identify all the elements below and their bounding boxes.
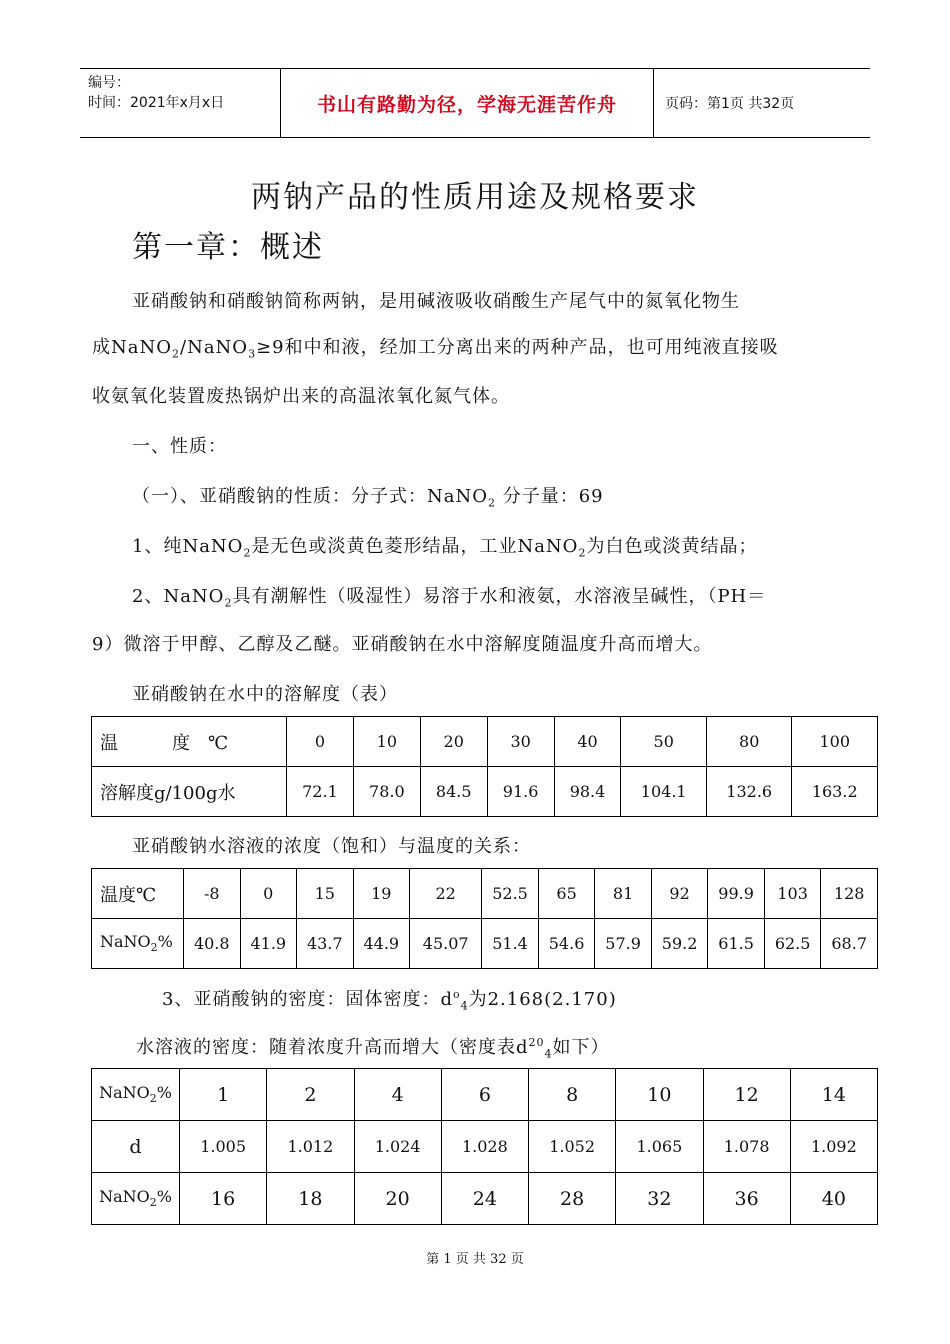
- table-cell: 92: [651, 869, 708, 919]
- item-3: 3、亚硝酸钠的密度：固体密度：$d^o_4$为2.168(2.170): [162, 988, 617, 1013]
- table-cell: 20: [354, 1173, 441, 1225]
- table1-caption: 亚硝酸钠在水中的溶解度（表）: [132, 684, 398, 705]
- section-heading: 一、性质：: [132, 436, 227, 457]
- table-row: [92, 919, 878, 969]
- table-cell: 12: [703, 1069, 790, 1121]
- table-cell: 6: [441, 1069, 528, 1121]
- table-cell: 54.6: [538, 919, 595, 969]
- table-row: [92, 767, 878, 817]
- table-cell: 0: [287, 717, 354, 767]
- table-cell: 20: [420, 717, 487, 767]
- chapter-heading: 第一章：概述: [132, 230, 324, 265]
- table-cell: 62.5: [764, 919, 821, 969]
- table-cell: 28: [529, 1173, 616, 1225]
- item-2: 2、NaNO$_2$具有潮解性（吸湿性）易溶于水和液氨，水溶液呈碱性，（PH＝: [132, 586, 767, 610]
- table-cell: 1.028: [441, 1121, 528, 1173]
- table-cell: 24: [441, 1173, 528, 1225]
- table-cell: 1.078: [703, 1121, 790, 1173]
- code-label: 编号：: [88, 75, 130, 91]
- table-cell: 10: [353, 717, 420, 767]
- table-cell: 65: [538, 869, 595, 919]
- table-cell: 18: [267, 1173, 354, 1225]
- header-meta: [88, 73, 224, 113]
- table-cell: 45.07: [410, 919, 482, 969]
- table-cell: 72.1: [287, 767, 354, 817]
- intro-line-2: 成NaNO$_2$/NaNO$_3$≥9和中和液，经加工分离出来的两种产品，也可用纯液直接吸: [92, 337, 779, 361]
- table-cell: 32: [616, 1173, 703, 1225]
- table-cell: 81: [595, 869, 652, 919]
- table-cell: 36: [703, 1173, 790, 1225]
- row-header-nano2: NaNO$_2$%: [92, 1173, 180, 1225]
- table-cell: 4: [354, 1069, 441, 1121]
- table-cell: 41.9: [240, 919, 297, 969]
- table-cell: 50: [621, 717, 707, 767]
- intro-line-3: 收氨氧化装置废热锅炉出来的高温浓氧化氮气体。: [92, 386, 510, 407]
- concentration-table: [91, 868, 878, 969]
- table-cell: 22: [410, 869, 482, 919]
- density-table: [91, 1068, 878, 1225]
- table-cell: 1.052: [529, 1121, 616, 1173]
- table-cell: 91.6: [487, 767, 554, 817]
- table-cell: 103: [764, 869, 821, 919]
- table-cell: 2: [267, 1069, 354, 1121]
- table-cell: 1.065: [616, 1121, 703, 1173]
- table-cell: 128: [821, 869, 878, 919]
- page-label: 页码：第1页 共32页: [665, 96, 795, 112]
- table2-caption: 亚硝酸钠水溶液的浓度（饱和）与温度的关系：: [132, 836, 531, 857]
- table-cell: 43.7: [297, 919, 354, 969]
- table-cell: 98.4: [554, 767, 621, 817]
- table-cell: 8: [529, 1069, 616, 1121]
- table-cell: 40: [790, 1173, 877, 1225]
- intro-line-1: 亚硝酸钠和硝酸钠简称两钠，是用碱液吸收硝酸生产尾气中的氮氧化物生: [132, 291, 740, 312]
- table-row: [92, 1121, 878, 1173]
- table-cell: 15: [297, 869, 354, 919]
- table-cell: -8: [184, 869, 241, 919]
- table-cell: 1.012: [267, 1121, 354, 1173]
- table-cell: 84.5: [420, 767, 487, 817]
- table-cell: 40.8: [184, 919, 241, 969]
- row-header-nano2: NaNO$_2$%: [92, 1069, 180, 1121]
- table-cell: 104.1: [621, 767, 707, 817]
- table-cell: 1.005: [180, 1121, 267, 1173]
- table-cell: 78.0: [353, 767, 420, 817]
- page-footer: 第 1 页 共 32 页: [426, 1252, 524, 1267]
- table-cell: 0: [240, 869, 297, 919]
- table-cell: 68.7: [821, 919, 878, 969]
- table-cell: 80: [706, 717, 792, 767]
- table-cell: 57.9: [595, 919, 652, 969]
- item-2-line-2: 9）微溶于甲醇、乙醇及乙醚。亚硝酸钠在水中溶解度随温度升高而增大。: [92, 634, 713, 655]
- table-cell: 30: [487, 717, 554, 767]
- row-header-nano2: NaNO$_2$%: [92, 919, 184, 969]
- item-1: 1、纯NaNO$_2$是无色或淡黄色菱形结晶，工业NaNO$_2$为白色或淡黄结晶；: [132, 536, 758, 560]
- table-row: [92, 1069, 878, 1121]
- time-label: 时间：2021年x月x日: [88, 95, 225, 111]
- table-cell: 1: [180, 1069, 267, 1121]
- table-cell: 51.4: [482, 919, 539, 969]
- table-cell: 100: [792, 717, 878, 767]
- page-header: [80, 68, 870, 138]
- table-cell: 19: [353, 869, 410, 919]
- density-caption: 水溶液的密度：随着浓度升高而增大（密度表$d^{20}_4$如下）: [136, 1036, 610, 1061]
- row-header-solubility: 溶解度g/100g水: [92, 767, 287, 817]
- sub-heading: （一）、亚硝酸钠的性质：分子式：NaNO$_2$ 分子量：69: [132, 486, 604, 510]
- table-cell: 14: [790, 1069, 877, 1121]
- row-header-temp: 温 度 ℃: [92, 717, 287, 767]
- table-cell: 59.2: [651, 919, 708, 969]
- table-cell: 40: [554, 717, 621, 767]
- table-cell: 132.6: [706, 767, 792, 817]
- table-cell: 61.5: [708, 919, 765, 969]
- table-cell: 99.9: [708, 869, 765, 919]
- document-title: 两钠产品的性质用途及规格要求: [251, 180, 699, 215]
- table-row: [92, 1173, 878, 1225]
- motto: 书山有路勤为径，学海无涯苦作舟: [280, 69, 654, 137]
- table-cell: 1.024: [354, 1121, 441, 1173]
- table-cell: 1.092: [790, 1121, 877, 1173]
- row-header-density: d: [92, 1121, 180, 1173]
- table-cell: 10: [616, 1069, 703, 1121]
- table-cell: 52.5: [482, 869, 539, 919]
- table-row: [92, 869, 878, 919]
- row-header-temp: 温度℃: [92, 869, 184, 919]
- table-row: [92, 717, 878, 767]
- table-cell: 16: [180, 1173, 267, 1225]
- table-cell: 163.2: [792, 767, 878, 817]
- solubility-table: [91, 716, 878, 817]
- table-cell: 44.9: [353, 919, 410, 969]
